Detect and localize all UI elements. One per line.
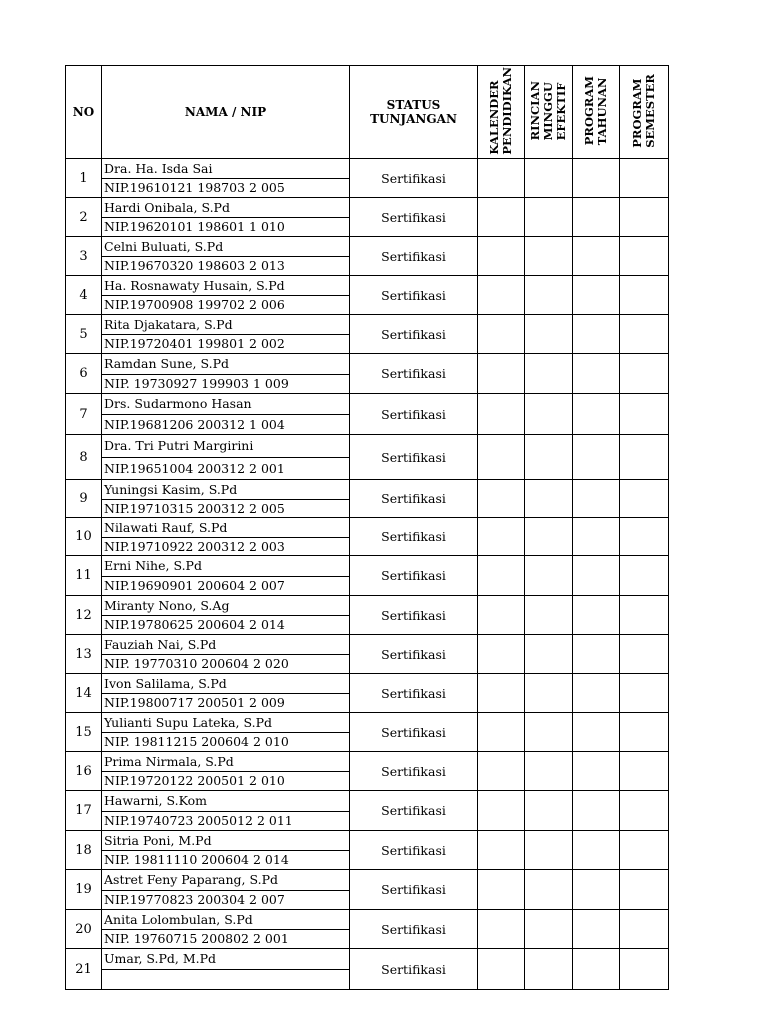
- program-tahunan-cell[interactable]: [573, 435, 620, 480]
- program-semester-cell[interactable]: [620, 518, 669, 556]
- program-semester-cell[interactable]: [620, 435, 669, 480]
- rincian-minggu-efektif-cell[interactable]: [525, 752, 573, 791]
- teacher-nip: NIP.19720401 199801 2 002: [104, 336, 285, 351]
- program-tahunan-cell[interactable]: [573, 713, 620, 752]
- table-row: [66, 791, 669, 831]
- row-number: 18: [66, 831, 102, 870]
- table-row: [66, 635, 669, 674]
- rincian-minggu-efektif-cell[interactable]: [525, 394, 573, 435]
- teacher-nip: NIP.19770823 200304 2 007: [104, 892, 285, 907]
- kalender-pendidikan-cell[interactable]: [478, 518, 525, 556]
- status-tunjangan: Sertifikasi: [350, 198, 478, 237]
- teacher-table: [65, 65, 669, 990]
- table-row: [66, 713, 669, 752]
- row-number: 12: [66, 596, 102, 635]
- program-semester-cell[interactable]: [620, 791, 669, 831]
- teacher-nip: NIP.19651004 200312 2 001: [104, 461, 285, 476]
- row-number: 5: [66, 315, 102, 354]
- name-nip-cell: [102, 791, 350, 831]
- teacher-name: Nilawati Rauf, S.Pd: [102, 518, 349, 538]
- table-row: [66, 198, 669, 237]
- teacher-nip: NIP. 19760715 200802 2 001: [104, 931, 289, 946]
- program-semester-cell[interactable]: [620, 949, 669, 990]
- program-semester-cell[interactable]: [620, 596, 669, 635]
- rincian-minggu-efektif-cell[interactable]: [525, 949, 573, 990]
- table-row: [66, 480, 669, 518]
- status-tunjangan: Sertifikasi: [350, 713, 478, 752]
- row-number: 9: [66, 480, 102, 518]
- table-row: [66, 159, 669, 198]
- rincian-minggu-efektif-cell[interactable]: [525, 910, 573, 949]
- teacher-nip: NIP.19740723 2005012 2 011: [104, 813, 293, 828]
- teacher-name: Ha. Rosnawaty Husain, S.Pd: [102, 276, 349, 296]
- teacher-name: Miranty Nono, S.Ag: [102, 596, 349, 616]
- rincian-minggu-efektif-cell[interactable]: [525, 159, 573, 198]
- teacher-name: Sitria Poni, M.Pd: [102, 831, 349, 851]
- name-nip-cell: [102, 831, 350, 870]
- program-semester-cell[interactable]: [620, 354, 669, 394]
- header-no: NO: [66, 66, 102, 159]
- program-semester-cell[interactable]: [620, 713, 669, 752]
- table-row: [66, 949, 669, 990]
- rincian-minggu-efektif-cell[interactable]: [525, 276, 573, 315]
- teacher-nip: NIP.19670320 198603 2 013: [104, 258, 285, 273]
- header-status-label: STATUS TUNJANGAN: [370, 98, 457, 126]
- teacher-nip: NIP.19610121 198703 2 005: [104, 180, 285, 195]
- header-program-tahunan-label: PROGRAM TAHUNAN: [582, 75, 609, 146]
- teacher-name: Prima Nirmala, S.Pd: [102, 752, 349, 772]
- teacher-nip: NIP. 19730927 199903 1 009: [104, 376, 289, 391]
- teacher-nip: NIP.19780625 200604 2 014: [104, 617, 285, 632]
- rincian-minggu-efektif-cell[interactable]: [525, 831, 573, 870]
- program-semester-cell[interactable]: [620, 315, 669, 354]
- row-number: 15: [66, 713, 102, 752]
- rincian-minggu-efektif-cell[interactable]: [525, 237, 573, 276]
- rincian-minggu-efektif-cell[interactable]: [525, 315, 573, 354]
- status-tunjangan: Sertifikasi: [350, 674, 478, 713]
- name-nip-cell: [102, 198, 350, 237]
- program-tahunan-cell[interactable]: [573, 556, 620, 596]
- header-program-semester: [620, 66, 669, 159]
- teacher-nip: NIP.19620101 198601 1 010: [104, 219, 285, 234]
- program-semester-cell[interactable]: [620, 674, 669, 713]
- table-row: [66, 674, 669, 713]
- status-tunjangan: Sertifikasi: [350, 910, 478, 949]
- name-nip-cell: [102, 870, 350, 910]
- row-number: 16: [66, 752, 102, 791]
- rincian-minggu-efektif-cell[interactable]: [525, 635, 573, 674]
- name-nip-cell: [102, 354, 350, 394]
- status-tunjangan: Sertifikasi: [350, 831, 478, 870]
- status-tunjangan: Sertifikasi: [350, 435, 478, 480]
- row-number: 11: [66, 556, 102, 596]
- program-tahunan-cell[interactable]: [573, 831, 620, 870]
- teacher-name: Yulianti Supu Lateka, S.Pd: [102, 713, 349, 733]
- row-number: 6: [66, 354, 102, 394]
- kalender-pendidikan-cell[interactable]: [478, 198, 525, 237]
- header-status: [350, 66, 478, 159]
- teacher-nip: NIP.19800717 200501 2 009: [104, 695, 285, 710]
- table-row: [66, 752, 669, 791]
- teacher-name: Astret Feny Paparang, S.Pd: [102, 870, 349, 891]
- program-tahunan-cell[interactable]: [573, 870, 620, 910]
- teacher-name: Ivon Salilama, S.Pd: [102, 674, 349, 694]
- program-tahunan-cell[interactable]: [573, 394, 620, 435]
- teacher-nip: NIP.19700908 199702 2 006: [104, 297, 285, 312]
- row-number: 8: [66, 435, 102, 480]
- table-row: [66, 354, 669, 394]
- teacher-name: Rita Djakatara, S.Pd: [102, 315, 349, 335]
- header-nama-nip: NAMA / NIP: [102, 66, 350, 159]
- kalender-pendidikan-cell[interactable]: [478, 237, 525, 276]
- kalender-pendidikan-cell[interactable]: [478, 870, 525, 910]
- rincian-minggu-efektif-cell[interactable]: [525, 556, 573, 596]
- name-nip-cell: [102, 394, 350, 435]
- row-number: 4: [66, 276, 102, 315]
- status-tunjangan: Sertifikasi: [350, 635, 478, 674]
- name-nip-cell: [102, 237, 350, 276]
- program-tahunan-cell[interactable]: [573, 518, 620, 556]
- teacher-nip: NIP. 19811110 200604 2 014: [104, 852, 289, 867]
- table-row: [66, 596, 669, 635]
- status-tunjangan: Sertifikasi: [350, 556, 478, 596]
- teacher-nip: NIP. 19770310 200604 2 020: [104, 656, 289, 671]
- name-nip-cell: [102, 752, 350, 791]
- row-number: 19: [66, 870, 102, 910]
- teacher-name: Dra. Tri Putri Margirini: [102, 435, 349, 458]
- status-tunjangan: Sertifikasi: [350, 949, 478, 990]
- row-number: 2: [66, 198, 102, 237]
- name-nip-cell: [102, 480, 350, 518]
- name-nip-cell: [102, 949, 350, 990]
- row-number: 3: [66, 237, 102, 276]
- kalender-pendidikan-cell[interactable]: [478, 596, 525, 635]
- teacher-nip: NIP.19710315 200312 2 005: [104, 501, 285, 516]
- rincian-minggu-efektif-cell[interactable]: [525, 791, 573, 831]
- table-row: [66, 394, 669, 435]
- table-row: [66, 237, 669, 276]
- program-semester-cell[interactable]: [620, 752, 669, 791]
- teacher-name: Dra. Ha. Isda Sai: [102, 159, 349, 179]
- program-tahunan-cell[interactable]: [573, 354, 620, 394]
- teacher-nip: NIP.19681206 200312 1 004: [104, 417, 285, 432]
- program-semester-cell[interactable]: [620, 394, 669, 435]
- teacher-name: Umar, S.Pd, M.Pd: [102, 949, 349, 970]
- header-row: [66, 66, 669, 159]
- status-tunjangan: Sertifikasi: [350, 596, 478, 635]
- teacher-name: Fauziah Nai, S.Pd: [102, 635, 349, 655]
- status-tunjangan: Sertifikasi: [350, 315, 478, 354]
- teacher-name: Anita Lolombulan, S.Pd: [102, 910, 349, 930]
- rincian-minggu-efektif-cell[interactable]: [525, 435, 573, 480]
- program-tahunan-cell[interactable]: [573, 674, 620, 713]
- name-nip-cell: [102, 713, 350, 752]
- rincian-minggu-efektif-cell[interactable]: [525, 198, 573, 237]
- program-semester-cell[interactable]: [620, 556, 669, 596]
- table-row: [66, 518, 669, 556]
- teacher-name: Drs. Sudarmono Hasan: [102, 394, 349, 415]
- header-program-semester-label: PROGRAM SEMESTER: [630, 73, 657, 148]
- program-semester-cell[interactable]: [620, 910, 669, 949]
- row-number: 14: [66, 674, 102, 713]
- program-semester-cell[interactable]: [620, 870, 669, 910]
- name-nip-cell: [102, 910, 350, 949]
- kalender-pendidikan-cell[interactable]: [478, 791, 525, 831]
- kalender-pendidikan-cell[interactable]: [478, 315, 525, 354]
- program-tahunan-cell[interactable]: [573, 596, 620, 635]
- row-number: 20: [66, 910, 102, 949]
- table-row: [66, 315, 669, 354]
- status-tunjangan: Sertifikasi: [350, 276, 478, 315]
- row-number: 17: [66, 791, 102, 831]
- table-row: [66, 276, 669, 315]
- header-rincian-minggu-efektif: [525, 66, 573, 159]
- name-nip-cell: [102, 315, 350, 354]
- rincian-minggu-efektif-cell[interactable]: [525, 596, 573, 635]
- name-nip-cell: [102, 159, 350, 198]
- program-tahunan-cell[interactable]: [573, 315, 620, 354]
- kalender-pendidikan-cell[interactable]: [478, 480, 525, 518]
- status-tunjangan: Sertifikasi: [350, 394, 478, 435]
- rincian-minggu-efektif-cell[interactable]: [525, 480, 573, 518]
- table-row: [66, 556, 669, 596]
- program-tahunan-cell[interactable]: [573, 791, 620, 831]
- teacher-name: Erni Nihe, S.Pd: [102, 556, 349, 577]
- status-tunjangan: Sertifikasi: [350, 159, 478, 198]
- row-number: 21: [66, 949, 102, 990]
- teacher-nip: [102, 970, 349, 989]
- status-tunjangan: Sertifikasi: [350, 870, 478, 910]
- kalender-pendidikan-cell[interactable]: [478, 159, 525, 198]
- kalender-pendidikan-cell[interactable]: [478, 949, 525, 990]
- name-nip-cell: [102, 556, 350, 596]
- rincian-minggu-efektif-cell[interactable]: [525, 518, 573, 556]
- status-tunjangan: Sertifikasi: [350, 480, 478, 518]
- name-nip-cell: [102, 596, 350, 635]
- teacher-name: Hardi Onibala, S.Pd: [102, 198, 349, 218]
- attendance-sheet: [65, 65, 668, 977]
- teacher-nip: NIP.19690901 200604 2 007: [104, 578, 285, 593]
- program-tahunan-cell[interactable]: [573, 910, 620, 949]
- program-tahunan-cell[interactable]: [573, 480, 620, 518]
- program-tahunan-cell[interactable]: [573, 276, 620, 315]
- status-tunjangan: Sertifikasi: [350, 354, 478, 394]
- status-tunjangan: Sertifikasi: [350, 237, 478, 276]
- row-number: 10: [66, 518, 102, 556]
- program-semester-cell[interactable]: [620, 276, 669, 315]
- program-semester-cell[interactable]: [620, 635, 669, 674]
- teacher-nip: NIP.19710922 200312 2 003: [104, 539, 285, 554]
- program-semester-cell[interactable]: [620, 198, 669, 237]
- name-nip-cell: [102, 674, 350, 713]
- program-tahunan-cell[interactable]: [573, 949, 620, 990]
- kalender-pendidikan-cell[interactable]: [478, 435, 525, 480]
- row-number: 7: [66, 394, 102, 435]
- rincian-minggu-efektif-cell[interactable]: [525, 354, 573, 394]
- kalender-pendidikan-cell[interactable]: [478, 276, 525, 315]
- table-row: [66, 870, 669, 910]
- rincian-minggu-efektif-cell[interactable]: [525, 870, 573, 910]
- program-semester-cell[interactable]: [620, 480, 669, 518]
- kalender-pendidikan-cell[interactable]: [478, 831, 525, 870]
- name-nip-cell: [102, 518, 350, 556]
- kalender-pendidikan-cell[interactable]: [478, 713, 525, 752]
- table-row: [66, 435, 669, 480]
- program-tahunan-cell[interactable]: [573, 237, 620, 276]
- teacher-name: Ramdan Sune, S.Pd: [102, 354, 349, 375]
- table-row: [66, 910, 669, 949]
- kalender-pendidikan-cell[interactable]: [478, 674, 525, 713]
- name-nip-cell: [102, 435, 350, 480]
- name-nip-cell: [102, 635, 350, 674]
- header-program-tahunan: [573, 66, 620, 159]
- program-tahunan-cell[interactable]: [573, 635, 620, 674]
- status-tunjangan: Sertifikasi: [350, 752, 478, 791]
- row-number: 13: [66, 635, 102, 674]
- program-tahunan-cell[interactable]: [573, 159, 620, 198]
- teacher-name: Celni Buluati, S.Pd: [102, 237, 349, 257]
- status-tunjangan: Sertifikasi: [350, 518, 478, 556]
- header-kalender-pendidikan: [478, 66, 525, 159]
- kalender-pendidikan-cell[interactable]: [478, 910, 525, 949]
- header-kalender-label: KALENDER PENDIDIKAN: [487, 66, 514, 155]
- rincian-minggu-efektif-cell[interactable]: [525, 674, 573, 713]
- kalender-pendidikan-cell[interactable]: [478, 354, 525, 394]
- program-semester-cell[interactable]: [620, 237, 669, 276]
- kalender-pendidikan-cell[interactable]: [478, 556, 525, 596]
- table-body: [66, 159, 669, 990]
- teacher-name: Yuningsi Kasim, S.Pd: [102, 480, 349, 500]
- table-row: [66, 831, 669, 870]
- program-tahunan-cell[interactable]: [573, 752, 620, 791]
- program-tahunan-cell[interactable]: [573, 198, 620, 237]
- program-semester-cell[interactable]: [620, 831, 669, 870]
- teacher-name: Hawarni, S.Kom: [102, 791, 349, 812]
- kalender-pendidikan-cell[interactable]: [478, 394, 525, 435]
- program-semester-cell[interactable]: [620, 159, 669, 198]
- kalender-pendidikan-cell[interactable]: [478, 752, 525, 791]
- status-tunjangan: Sertifikasi: [350, 791, 478, 831]
- name-nip-cell: [102, 276, 350, 315]
- rincian-minggu-efektif-cell[interactable]: [525, 713, 573, 752]
- row-number: 1: [66, 159, 102, 198]
- teacher-nip: NIP.19720122 200501 2 010: [104, 773, 285, 788]
- kalender-pendidikan-cell[interactable]: [478, 635, 525, 674]
- header-rincian-label: RINCIAN MINGGU EFEKTIF: [528, 80, 568, 141]
- teacher-nip: NIP. 19811215 200604 2 010: [104, 734, 289, 749]
